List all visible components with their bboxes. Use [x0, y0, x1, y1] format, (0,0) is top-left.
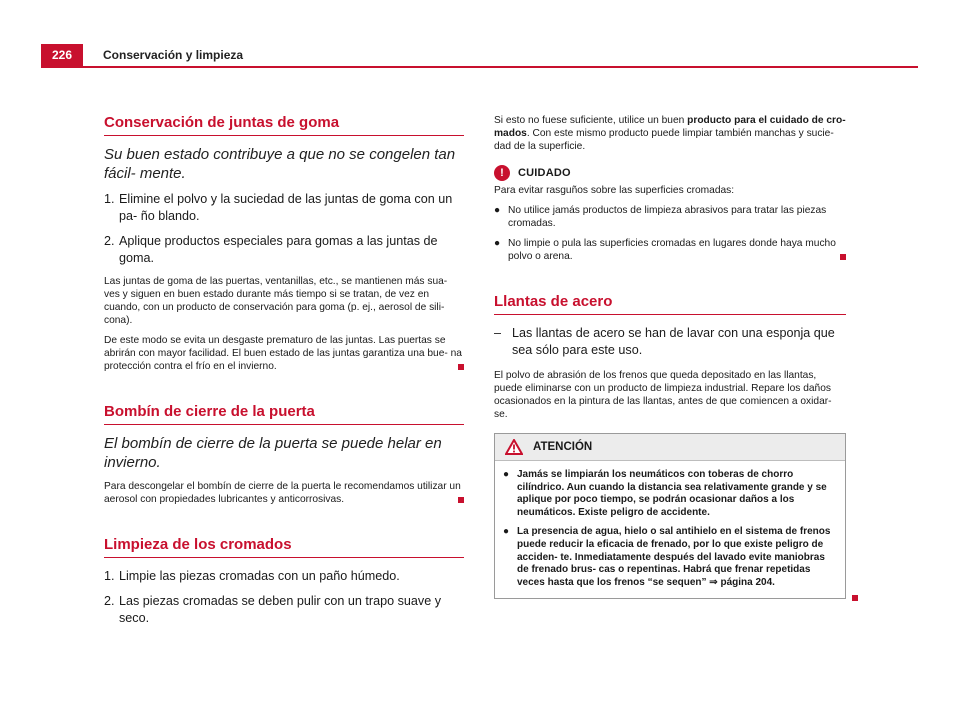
section-title-juntas: Conservación de juntas de goma [104, 114, 464, 136]
dash-text: Las llantas de acero se han de lavar con una esponja que sea sólo para este uso. [512, 326, 835, 357]
bullet-text: No utilice jamás productos de limpieza abrasivos para tratar las piezas cromadas. [508, 205, 827, 229]
warning-box [494, 433, 846, 599]
step-text: Limpie las piezas cromadas con un paño húmedo. [119, 569, 400, 583]
paragraph-juntas-1: Las juntas de goma de las puertas, ventanillas, etc., se mantienen más sua- ves y siguen en buen estado durante más tiempo si se tratan, de vez en cuando, con un producto de conservación para goma (p. ej., aerosol de sili- cona). [104, 276, 448, 326]
lead-juntas: Su buen estado contribuye a que no se congelen tan fácil- mente. [104, 146, 456, 182]
paragraph-llantas: El polvo de abrasión de los frenos que queda depositado en las llantas, puede eliminarse con un producto de limpieza industrial. Repare los daños ocasionados en la pintura de las llantas, antes de que comiencen a oxidar- se. [494, 370, 832, 420]
paragraph-bombin [104, 480, 464, 506]
header-title: Conservación y limpieza [103, 48, 244, 62]
step-number: 2. [104, 234, 115, 248]
warning-header [495, 434, 845, 461]
left-column [104, 114, 464, 635]
bullet-mark: ● [494, 238, 501, 249]
caution-intro: Para evitar rasguños sobre las superficies cromadas: [494, 185, 735, 196]
dash-mark: – [494, 326, 502, 340]
section-end-marker [840, 254, 846, 260]
warning-title: ATENCIÓN [533, 441, 593, 453]
exclamation-icon: ! [494, 165, 510, 181]
caution-bullet [494, 204, 846, 230]
bullet-text: Jamás se limpiarán los neumáticos con toberas de chorro cilíndrico. Aun cuando la distancia sea relativamente grande y se aplique por poco tiempo, se podrán ocasionar daños a los neumáticos. Existe peligro de accidente. [517, 469, 827, 518]
dash-item-llantas [494, 325, 846, 359]
bullet-text [508, 237, 846, 263]
bullet-mark: ● [503, 469, 510, 480]
step-number: 1. [104, 569, 115, 583]
step-text: Aplique productos especiales para gomas a las juntas de goma. [119, 234, 438, 265]
step-number: 2. [104, 594, 115, 608]
paragraph-text: De este modo se evita un desgaste prematuro de las juntas. Las puertas se abrirán con mayor facilidad. El buen estado de las juntas garantiza una bue- na protección contra el frío en el invierno. [104, 335, 462, 372]
right-column [494, 114, 846, 599]
bullet-text: La presencia de agua, hielo o sal antihielo en el sistema de frenos puede reducir la eficacia de frenado, por lo que existe peligro de acciden- te. Inmediatamente después del lavado evite maniobras de frenado brus- cas o repentinas. Habrá que frenar repetidas veces hasta que los frenos “se sequen” ⇒ página 204. [517, 526, 831, 588]
bullet-text-content: No limpie o pula las superficies cromadas en lugares donde haya mucho polvo o arena. [508, 238, 836, 262]
section-end-marker [852, 595, 858, 601]
paragraph-text: Si esto no fuese suficiente, utilice un buen [494, 115, 688, 126]
caution-title: CUIDADO [518, 167, 571, 179]
step-text: Las piezas cromadas se deben pulir con un trapo suave y seco. [119, 594, 442, 625]
paragraph-cromados-intro [494, 114, 846, 153]
warning-body [495, 461, 845, 598]
header-rule [41, 66, 918, 68]
caution-bullet [494, 237, 846, 263]
step-number: 1. [104, 192, 115, 206]
warning-bullet [503, 469, 837, 519]
lead-bombin: El bombín de cierre de la puerta se puede helar en invierno. [104, 435, 442, 471]
step-text: Elimine el polvo y la suciedad de las juntas de goma con un pa- ño blando. [119, 192, 453, 223]
warning-bullet [503, 526, 837, 589]
bullet-mark: ● [503, 526, 510, 538]
page-number: 226 [41, 44, 83, 66]
bullet-mark: ● [494, 205, 501, 216]
paragraph-juntas-2 [104, 334, 464, 373]
paragraph-text: Para descongelar el bombín de cierre de la puerta le recomendamos utilizar un aerosol con propiedades lubricantes y anticorrosivas. [104, 481, 461, 505]
step-juntas-1 [104, 191, 464, 225]
step-cromados-1 [104, 568, 464, 585]
section-end-marker [458, 364, 464, 370]
section-title-llantas: Llantas de acero [494, 293, 846, 315]
warning-triangle-icon [505, 439, 523, 455]
section-title-bombin: Bombín de cierre de la puerta [104, 403, 464, 425]
paragraph-text: . Con este mismo producto puede limpiar también manchas y sucie- dad de la superficie. [494, 128, 834, 152]
caution-header [494, 165, 846, 181]
bold-term: producto para el cuidado de cro- mados [494, 115, 846, 139]
section-end-marker [458, 497, 464, 503]
step-juntas-2 [104, 233, 464, 267]
section-title-cromados: Limpieza de los cromados [104, 536, 464, 558]
step-cromados-2 [104, 593, 464, 627]
